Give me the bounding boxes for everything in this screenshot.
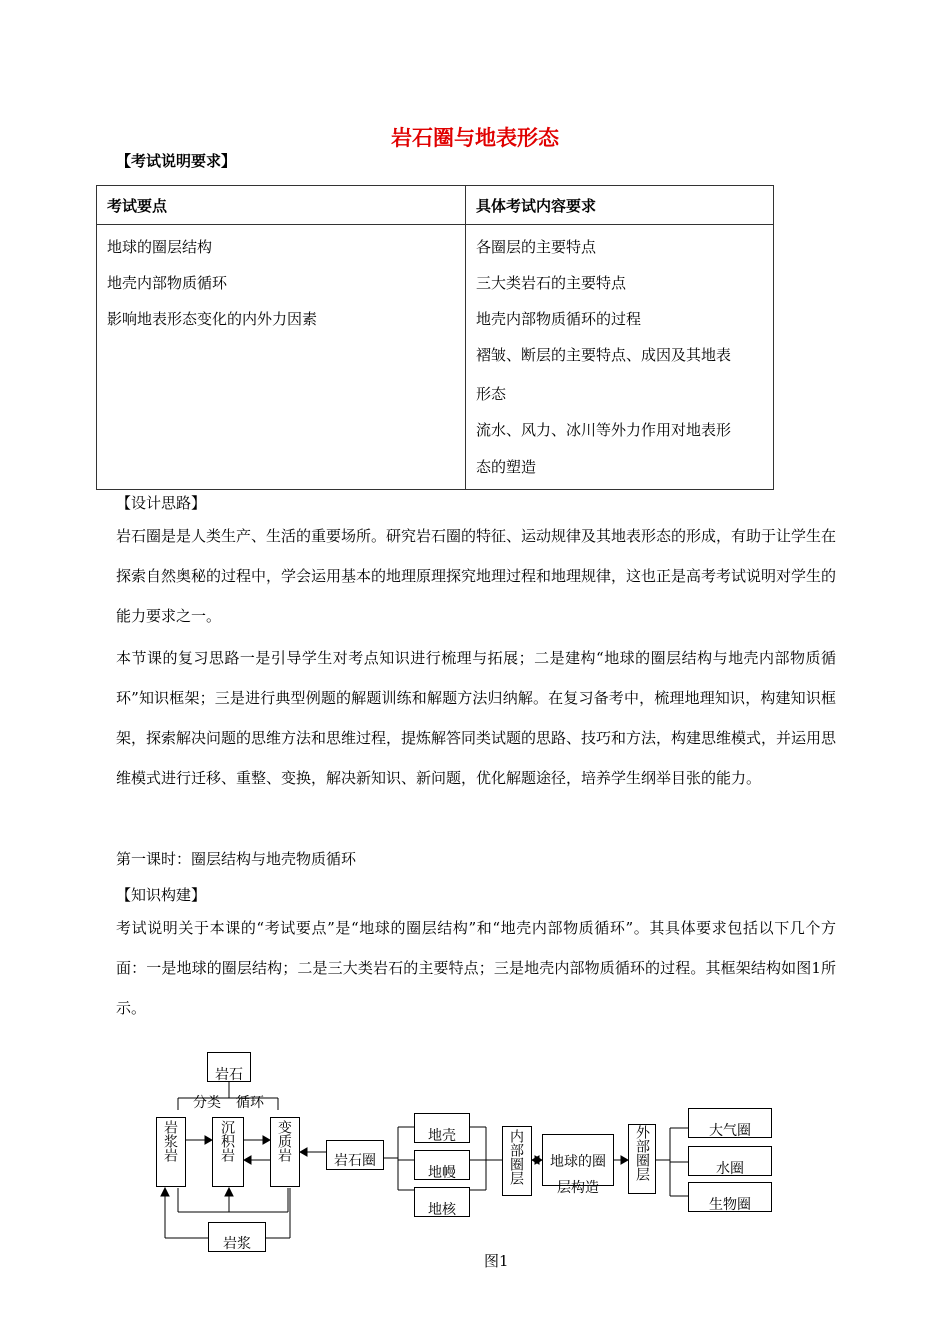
diagram-label: 内部圈层 xyxy=(508,1129,524,1185)
diagram-hydrosphere xyxy=(688,1146,772,1176)
diagram-core xyxy=(414,1187,470,1217)
diagram-sedimentary xyxy=(212,1117,244,1187)
diagram-magma xyxy=(208,1222,266,1252)
table-cell: 形态 xyxy=(476,385,507,403)
diagram-label: 地球的圈层构造 xyxy=(550,1154,606,1196)
table-cell: 褶皱、断层的主要特点、成因及其地表 xyxy=(476,346,732,364)
diagram-igneous xyxy=(156,1117,186,1187)
diagram-atmosphere xyxy=(688,1108,772,1138)
design-paragraph-1: 岩石圈是是人类生产、生活的重要场所。研究岩石圈的特征、运动规律及其地表形态的形成，有助于让学生在探索自然奥秘的过程中，学会运用基本的地理原理探究地理过程和地理规律，这也正是高考考试说明对学生的能力要求之一。 xyxy=(116,527,837,625)
diagram-label: 变质岩 xyxy=(276,1120,292,1162)
diagram-label: 岩石圈 xyxy=(334,1153,376,1169)
diagram-classify-label: 分类 xyxy=(193,1095,221,1111)
diagram-lithosphere xyxy=(326,1140,384,1170)
diagram-label: 岩浆 xyxy=(223,1236,251,1252)
knowledge-heading: 【知识构建】 xyxy=(116,886,207,904)
design-heading: 【设计思路】 xyxy=(116,494,207,512)
diagram-biosphere xyxy=(688,1182,772,1212)
knowledge-paragraph: 考试说明关于本课的“考试要点”是“地球的圈层结构”和“地壳内部物质循环”。其具体要求包括以下几个方面：一是地球的圈层结构；二是三大类岩石的主要特点；三是地壳内部物质循环的过程。其框架结构如图1所示。 xyxy=(116,919,836,1017)
diagram-label: 外部圈层 xyxy=(634,1125,650,1181)
table-cell: 影响地表形态变化的内外力因素 xyxy=(107,310,318,328)
diagram-earth-structure xyxy=(542,1134,614,1196)
table-cell: 三大类岩石的主要特点 xyxy=(476,274,627,292)
design-paragraph-2: 本节课的复习思路一是引导学生对考点知识进行梳理与拓展；二是建构“地球的圈层结构与地壳内部物质循环”知识框架；三是进行典型例题的解题训练和解题方法归纳解。在复习备考中，梳理地理知识，构建知识框架，探索解决问题的思维方法和思维过程，提炼解答同类试题的思路、技巧和方法，构建思维模式，并运用思维模式进行迁移、重整、变换，解决新知识、新问题，优化解题途径，培养学生纲举目张的能力。 xyxy=(116,649,837,787)
page-title: 岩石圈与地表形态 xyxy=(391,126,559,150)
figure-caption: 图1 xyxy=(484,1252,509,1270)
diagram-label: 岩石 xyxy=(215,1067,243,1083)
table-cell: 地球的圈层结构 xyxy=(107,238,213,256)
diagram-label: 生物圈 xyxy=(709,1197,751,1213)
diagram-label: 岩浆岩 xyxy=(162,1120,178,1162)
lesson-line: 第一课时：圈层结构与地壳物质循环 xyxy=(116,850,357,868)
diagram-metamorphic xyxy=(270,1117,300,1187)
table-cell: 地壳内部物质循环 xyxy=(107,274,228,292)
diagram-mantle xyxy=(414,1150,470,1180)
diagram-label: 地核 xyxy=(428,1202,456,1218)
table-cell: 流水、风力、冰川等外力作用对地表形 xyxy=(476,421,732,439)
table-cell: 地壳内部物质循环的过程 xyxy=(476,310,642,328)
table-cell: 各圈层的主要特点 xyxy=(476,238,597,256)
diagram-label: 水圈 xyxy=(716,1161,744,1177)
exam-section-heading: 【考试说明要求】 xyxy=(116,152,237,170)
diagram-outer-layers xyxy=(628,1124,656,1194)
diagram-label: 地壳 xyxy=(428,1128,456,1144)
diagram-label: 沉积岩 xyxy=(219,1120,235,1162)
diagram-inner-layers xyxy=(502,1126,532,1196)
table-cell: 态的塑造 xyxy=(476,458,537,476)
diagram-label: 地幔 xyxy=(428,1165,456,1181)
diagram-cycle-label: 循环 xyxy=(236,1095,264,1111)
diagram-crust xyxy=(414,1113,470,1143)
table-header-points: 考试要点 xyxy=(97,186,466,225)
table-header-content: 具体考试内容要求 xyxy=(466,186,774,225)
diagram-rock-top xyxy=(207,1052,251,1082)
diagram-label: 大气圈 xyxy=(709,1123,751,1139)
